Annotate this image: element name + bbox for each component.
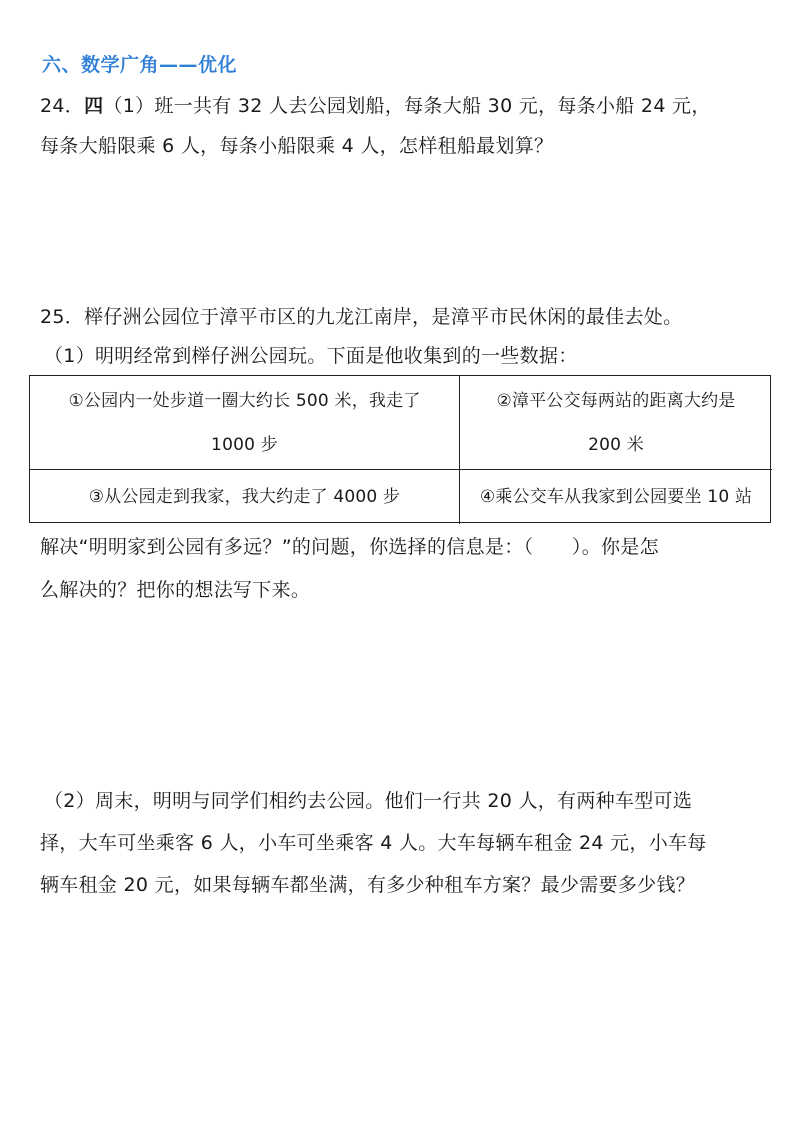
table-cell-3: ③从公园走到我家，我大约走了 4000 步 — [30, 470, 460, 524]
q24-line-2: 每条大船限乘 6 人，每条小船限乘 4 人，怎样租船最划算？ — [40, 135, 554, 157]
table-cell-4: ④乘公交车从我家到公园要坐 10 站 — [479, 487, 753, 507]
q24-number: 24． — [40, 95, 85, 117]
q24-text-1: （1）班一共有 32 人去公园划船，每条大船 30 元，每条小船 24 元， — [103, 95, 711, 117]
q25-intro: 榉仔洲公园位于漳平市区的九龙江南岸，是漳平市民休闲的最佳去处。 — [84, 306, 683, 328]
data-table — [29, 375, 771, 523]
table-cell-2-line-1: ②漳平公交每两站的距离大约是 — [496, 390, 736, 411]
table-cell-2-line-2: 200 米 — [588, 434, 644, 455]
q25-question-line-2: 么解决的？把你的想法写下来。 — [40, 579, 311, 601]
q25-number: 25． — [40, 306, 85, 328]
table-cell-2 — [460, 376, 772, 470]
q25-sub-question-2-line-3: 辆车租金 20 元，如果每辆车都坐满，有多少种租车方案？最少需要多少钱？ — [40, 874, 696, 896]
q25-sub-question-2-line-1: （2）周末，明明与同学们相约去公园。他们一行共 20 人，有两种车型可选 — [44, 790, 693, 812]
q25-line-1 — [40, 305, 682, 329]
q25-sub-question-1: （1）明明经常到榉仔洲公园玩。下面是他收集到的一些数据： — [44, 345, 578, 367]
table-cell-1-line-1: ①公园内一处步道一圈大约长 500 米，我走了 — [68, 390, 421, 411]
q24-line-1 — [40, 94, 711, 118]
q24-class-grade: 四 — [84, 95, 104, 117]
table-cell-1-line-2: 1000 步 — [211, 434, 278, 455]
table-cell-1 — [30, 376, 460, 470]
q25-question-line-1: 解决“明明家到公园有多远？”的问题，你选择的信息是：（ ）。你是怎 — [40, 536, 659, 558]
section-title: 六、数学广角——优化 — [42, 54, 238, 76]
q25-sub-question-2-line-2: 择，大车可坐乘客 6 人，小车可坐乘客 4 人。大车每辆车租金 24 元，小车每 — [40, 832, 707, 854]
